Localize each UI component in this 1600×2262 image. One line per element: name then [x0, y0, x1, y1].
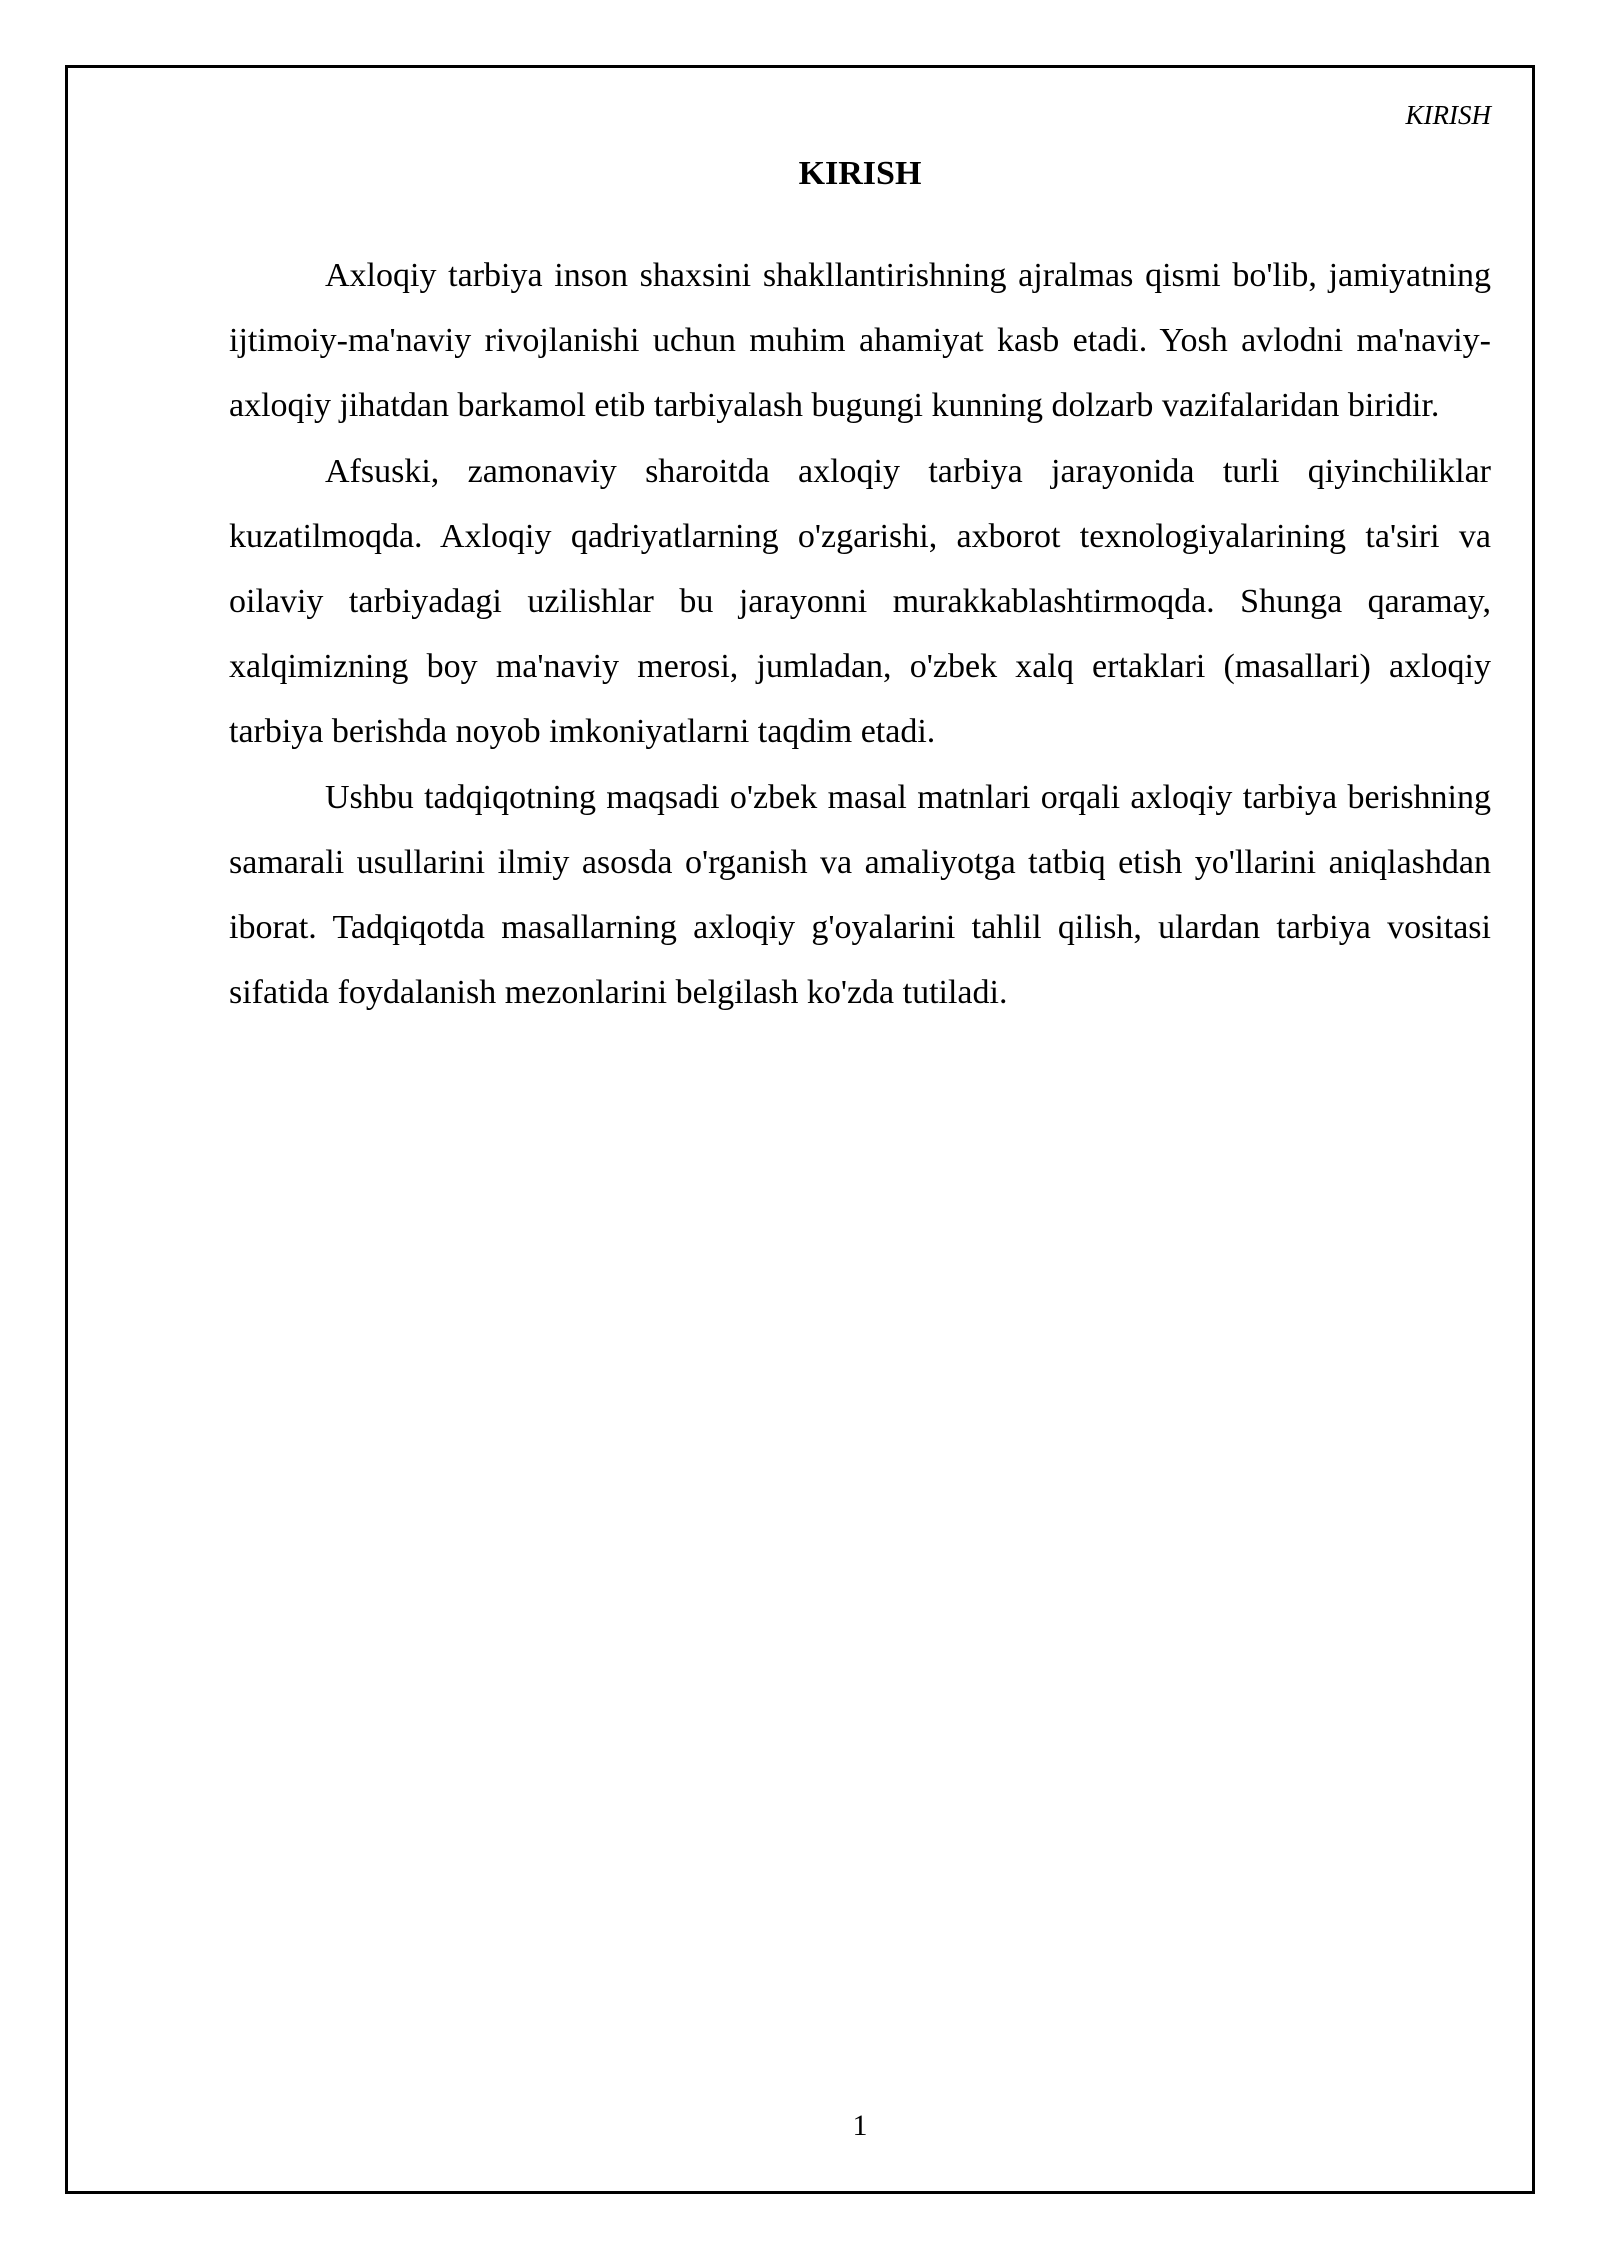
paragraph-3: Ushbu tadqiqotning maqsadi o'zbek masal matnlari orqali axloqiy tarbiya berishning samarali usullarini ilmiy asosda o'rganish va amaliyotga tatbiq etish yo'llarini aniqlashdan iborat. Tadqiqotda masallarning axloqiy g'oyalarini tahlil qilish, ulardan tarbiya vositasi sifatida foydalanish mezonlarini belgilash ko'zda tutiladi.: [229, 778, 1491, 1012]
page-number: 1: [852, 2109, 868, 2142]
body-text: [229, 243, 1491, 1025]
paragraph-1: Axloqiy tarbiya inson shaxsini shakllantirishning ajralmas qismi bo'lib, jamiyatning ijtimoiy-ma'naviy rivojlanishi uchun muhim ahamiyat kasb etadi. Yosh avlodni ma'naviy-axloqiy jihatdan barkamol etib tarbiyalash bugungi kunning dolzarb vazifalaridan biridir.: [229, 257, 1491, 425]
paragraph-2: Afsuski, zamonaviy sharoitda axloqiy tarbiya jarayonida turli qiyinchiliklar kuzatilmoqda. Axloqiy qadriyatlarning o'zgarishi, axborot texnologiyalarining ta'siri va oilaviy tarbiyadagi uzilishlar bu jarayonni murakkablashtirmoqda. Shunga qaramay, xalqimizning boy ma'naviy merosi, jumladan, o'zbek xalq ertaklari (masallari) axloqiy tarbiya berishda noyob imkoniyatlarni taqdim etadi.: [229, 452, 1491, 751]
page-title: KIRISH: [798, 155, 922, 192]
running-header: KIRISH: [1405, 100, 1491, 130]
